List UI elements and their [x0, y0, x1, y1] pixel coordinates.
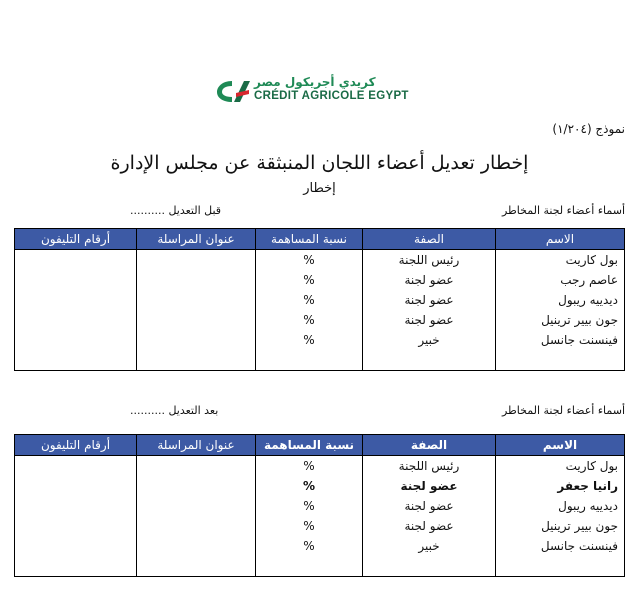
cell-phone [15, 310, 137, 330]
table-row [15, 456, 625, 477]
cell-role: عضو لجنة [363, 290, 496, 310]
cell-phone [15, 250, 137, 271]
cell-role: رئيس اللجنة [363, 456, 496, 477]
cell-empty [363, 556, 496, 577]
form-code: نموذج (١/٢٠٤) [552, 122, 625, 136]
cell-share: % [256, 476, 363, 496]
cell-share: % [256, 496, 363, 516]
cell-address [137, 476, 256, 496]
cell-empty [15, 350, 137, 371]
cell-address [137, 270, 256, 290]
header-role: الصفة [363, 229, 496, 250]
cell-address [137, 330, 256, 350]
cell-empty [137, 350, 256, 371]
header-address: عنوان المراسلة [137, 229, 256, 250]
header-name: الاسم [496, 435, 625, 456]
table-empty-row [15, 556, 625, 577]
after-members-label: أسماء أعضاء لجنة المخاطر [501, 404, 625, 417]
cell-name: عاصم رجب [496, 270, 625, 290]
header-phone: أرقام التليفون [15, 229, 137, 250]
cell-name: بول كاريت [496, 456, 625, 477]
cell-empty [137, 556, 256, 577]
cell-empty [256, 350, 363, 371]
cell-share: % [256, 456, 363, 477]
header-phone: أرقام التليفون [15, 435, 137, 456]
logo-english-text: CRÉDIT AGRICOLE EGYPT [254, 90, 409, 102]
logo-arabic-text: كريدي أجريكول مصر [254, 75, 376, 89]
cell-role: عضو لجنة [363, 496, 496, 516]
cell-phone [15, 290, 137, 310]
cell-share: % [256, 270, 363, 290]
cell-share: % [256, 330, 363, 350]
table-row [15, 250, 625, 271]
cell-empty [363, 350, 496, 371]
cell-name: ديدييه ريبول [496, 496, 625, 516]
cell-phone [15, 476, 137, 496]
table-row [15, 476, 625, 496]
cell-share: % [256, 536, 363, 556]
cell-role: خبير [363, 330, 496, 350]
table-row [15, 330, 625, 350]
cell-phone [15, 516, 137, 536]
table-row [15, 536, 625, 556]
cell-empty [15, 556, 137, 577]
cell-phone [15, 456, 137, 477]
header-name: الاسم [496, 229, 625, 250]
header-share: نسبة المساهمة [256, 435, 363, 456]
cell-address [137, 290, 256, 310]
cell-role: عضو لجنة [363, 270, 496, 290]
cell-name: بول كاريت [496, 250, 625, 271]
cell-phone [15, 536, 137, 556]
page-title: إخطار تعديل أعضاء اللجان المنبثقة عن مجلس الإدارة [110, 152, 529, 174]
cell-share: % [256, 290, 363, 310]
table-header-row [15, 229, 625, 250]
header-address: عنوان المراسلة [137, 435, 256, 456]
cell-role: عضو لجنة [363, 476, 496, 496]
cell-empty [496, 556, 625, 577]
table-empty-row [15, 350, 625, 371]
cell-role: عضو لجنة [363, 516, 496, 536]
credit-agricole-logo-icon [214, 77, 252, 105]
cell-name: رانيا جعفر [496, 476, 625, 496]
cell-phone [15, 330, 137, 350]
table-row [15, 270, 625, 290]
table-row [15, 310, 625, 330]
table-row [15, 496, 625, 516]
cell-name: ديدييه ريبول [496, 290, 625, 310]
cell-address [137, 536, 256, 556]
cell-phone [15, 270, 137, 290]
cell-phone [15, 496, 137, 516]
page-subtitle: إخطار [303, 181, 336, 196]
cell-address [137, 496, 256, 516]
cell-empty [256, 556, 363, 577]
before-members-label: أسماء أعضاء لجنة المخاطر [501, 204, 625, 217]
cell-address [137, 250, 256, 271]
cell-share: % [256, 516, 363, 536]
cell-share: % [256, 310, 363, 330]
after-table [14, 434, 625, 577]
cell-name: فينسنت جانسل [496, 330, 625, 350]
after-state-label: بعد التعديل .......... [130, 404, 219, 417]
before-table [14, 228, 625, 371]
cell-role: رئيس اللجنة [363, 250, 496, 271]
cell-name: جون بيير ترينيل [496, 516, 625, 536]
table-row [15, 516, 625, 536]
cell-address [137, 456, 256, 477]
table-header-row [15, 435, 625, 456]
bank-logo [214, 77, 420, 105]
cell-role: خبير [363, 536, 496, 556]
cell-name: فينسنت جانسل [496, 536, 625, 556]
table-row [15, 290, 625, 310]
cell-name: جون بيير ترينيل [496, 310, 625, 330]
before-state-label: قبل التعديل .......... [130, 204, 222, 217]
header-share: نسبة المساهمة [256, 229, 363, 250]
cell-address [137, 516, 256, 536]
header-role: الصفة [363, 435, 496, 456]
cell-share: % [256, 250, 363, 271]
cell-address [137, 310, 256, 330]
cell-empty [496, 350, 625, 371]
cell-role: عضو لجنة [363, 310, 496, 330]
